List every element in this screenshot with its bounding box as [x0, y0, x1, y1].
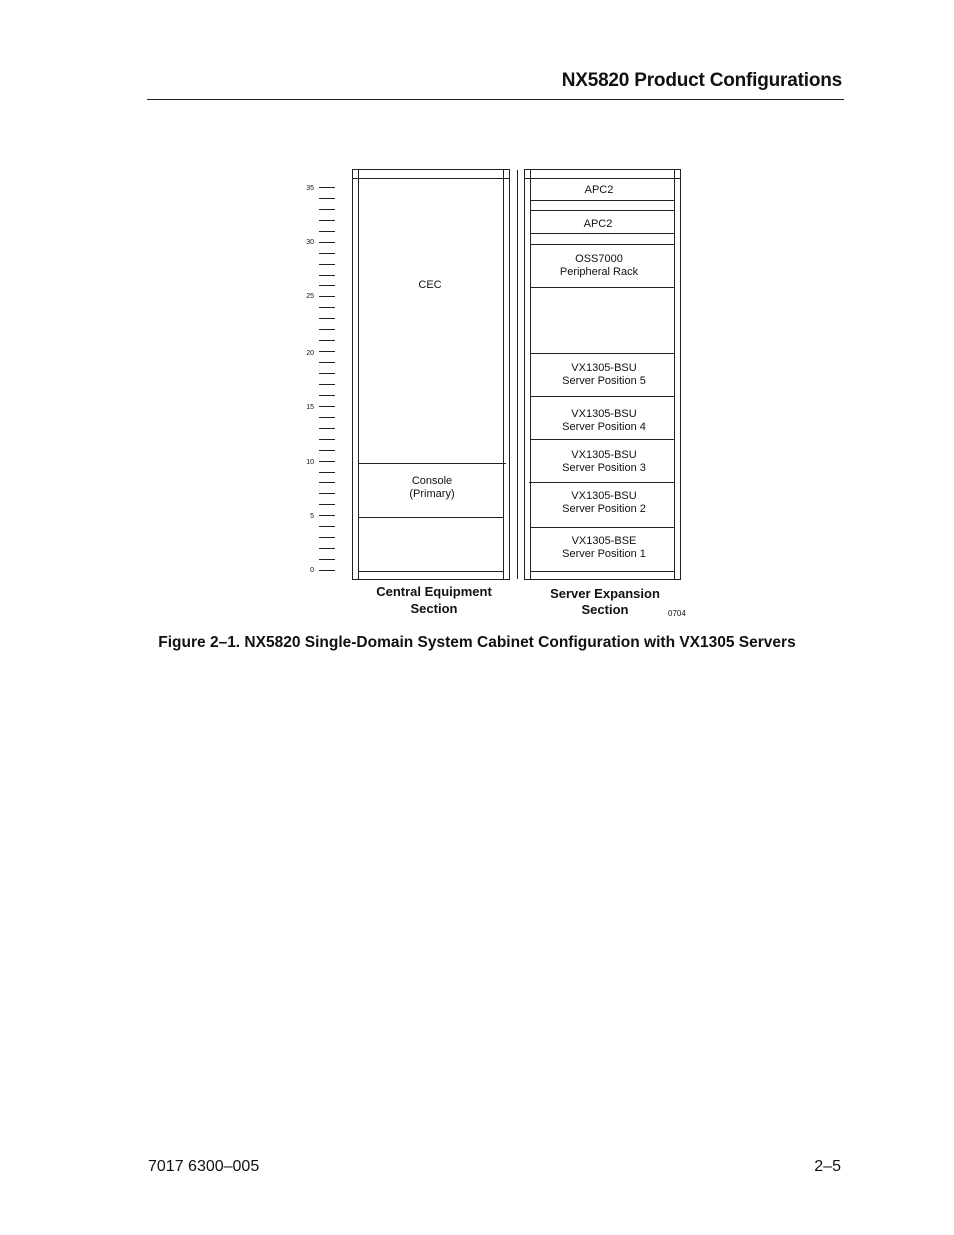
scale-tick-label: 25 — [306, 293, 314, 300]
server-model-label: VX1305-BSU — [571, 449, 637, 461]
server-model-label: VX1305-BSU — [571, 408, 637, 420]
cec-label: CEC — [418, 279, 442, 291]
server-section-label: Server Expansion — [550, 586, 660, 601]
scale-tick-label: 10 — [306, 459, 314, 466]
unit-scale-ruler — [319, 188, 335, 571]
server-model-label: VX1305-BSU — [571, 362, 637, 374]
oss7000-label: OSS7000 — [575, 253, 623, 265]
scale-tick-label: 35 — [306, 185, 314, 192]
server-model-label: VX1305-BSE — [571, 535, 637, 547]
server-position-label: Server Position 4 — [562, 421, 646, 433]
server-position-label: Server Position 1 — [562, 548, 646, 560]
document-number: 7017 6300–005 — [148, 1158, 260, 1175]
figure-caption: Figure 2–1. NX5820 Single-Domain System Cabinet Configuration with VX1305 Servers — [158, 634, 796, 651]
scale-tick-label: 30 — [306, 239, 314, 246]
server-section-label: Section — [581, 602, 629, 617]
page-header-title: NX5820 Product Configurations — [561, 70, 842, 91]
server-position-label: Server Position 5 — [562, 375, 646, 387]
apc2-label: APC2 — [583, 218, 613, 230]
scale-tick-label: 0 — [310, 567, 314, 574]
figure-number: 0704 — [668, 609, 686, 618]
scale-tick-label: 5 — [310, 513, 314, 520]
scale-tick-label: 15 — [306, 404, 314, 411]
server-position-label: Server Position 2 — [562, 503, 646, 515]
console-label: Console — [411, 475, 453, 487]
console-primary-label: (Primary) — [409, 488, 455, 500]
apc2-label: APC2 — [584, 184, 614, 196]
peripheral-rack-label: Peripheral Rack — [559, 266, 639, 278]
central-equipment-cabinet — [353, 170, 510, 580]
scale-tick-label: 20 — [306, 350, 314, 357]
server-position-label: Server Position 3 — [562, 462, 646, 474]
page-number: 2–5 — [814, 1158, 841, 1175]
central-section-label: Central Equipment — [376, 584, 492, 599]
central-section-label: Section — [410, 601, 458, 616]
unit-scale-labels — [306, 185, 314, 574]
server-model-label: VX1305-BSU — [571, 490, 637, 502]
